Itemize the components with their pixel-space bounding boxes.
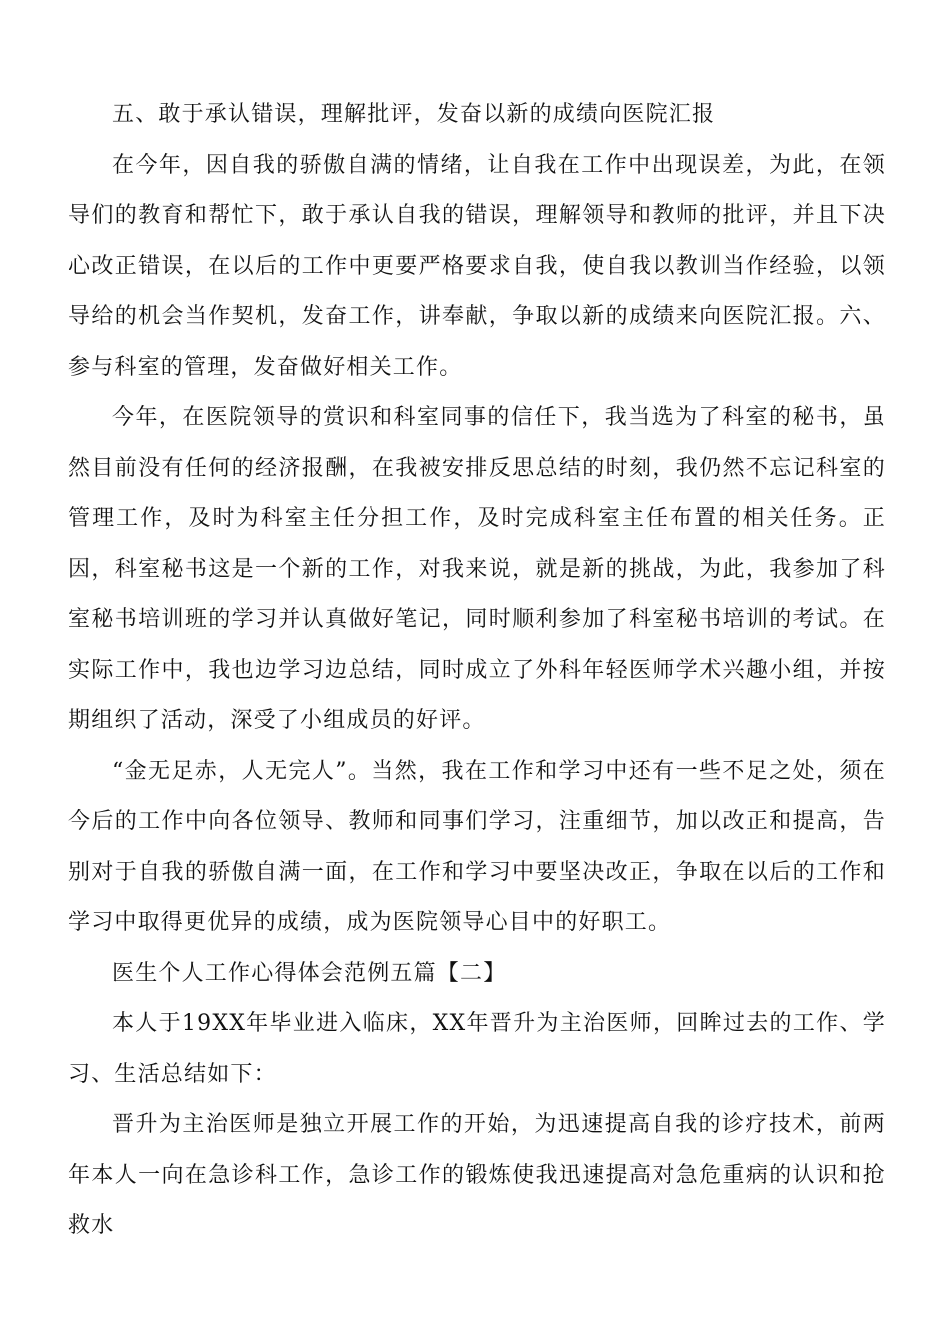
section-heading-five: 五、敢于承认错误，理解批评，发奋以新的成绩向医院汇报 [112, 102, 716, 127]
document-body [68, 90, 886, 1252]
section-title-part-two: 医生个人工作心得体会范例五篇【二】 [112, 960, 507, 986]
paragraph-shortcomings: “金无足赤，人无完人”。当然，我在工作和学习中还有一些不足之处，须在今后的工作中向各位领导、教师和同事们学习，注重细节，加以改正和提高，告别对于自我的骄傲自满一面，在工作和学习中要坚决改正，争取在以后的工作和学习中取得更优异的成绩，成为医院领导心目中的好职工。 [68, 758, 886, 935]
paragraph-career-intro: 本人于19XX年毕业进入临床，XX年晋升为主治医师，回眸过去的工作、学习、生活总结如下： [68, 1011, 886, 1087]
paragraph-secretary-work: 今年，在医院领导的赏识和科室同事的信任下，我当选为了科室的秘书，虽然目前没有任何的经济报酬，在我被安排反思总结的时刻，我仍然不忘记科室的管理工作，及时为科室主任分担工作，及时完成科室主任布置的相关任务。正因，科室秘书这是一个新的工作，对我来说，就是新的挑战，为此，我参加了科室秘书培训班的学习并认真做好笔记，同时顺利参加了科室秘书培训的考试。在实际工作中，我也边学习边总结，同时成立了外科年轻医师学术兴趣小组，并按期组织了活动，深受了小组成员的好评。 [68, 405, 886, 733]
paragraph-emergency-work: 晋升为主治医师是独立开展工作的开始，为迅速提高自我的诊疗技术，前两年本人一向在急诊科工作，急诊工作的锻炼使我迅速提高对急危重病的认识和抢救水 [68, 1112, 886, 1238]
paragraph-self-criticism: 在今年，因自我的骄傲自满的情绪，让自我在工作中出现误差，为此，在领导们的教育和帮忙下，敢于承认自我的错误，理解领导和教师的批评，并且下决心改正错误，在以后的工作中更要严格要求自我，使自我以教训当作经验，以领导给的机会当作契机，发奋工作，讲奉献，争取以新的成绩来向医院汇报。六、参与科室的管理，发奋做好相关工作。 [68, 152, 886, 380]
